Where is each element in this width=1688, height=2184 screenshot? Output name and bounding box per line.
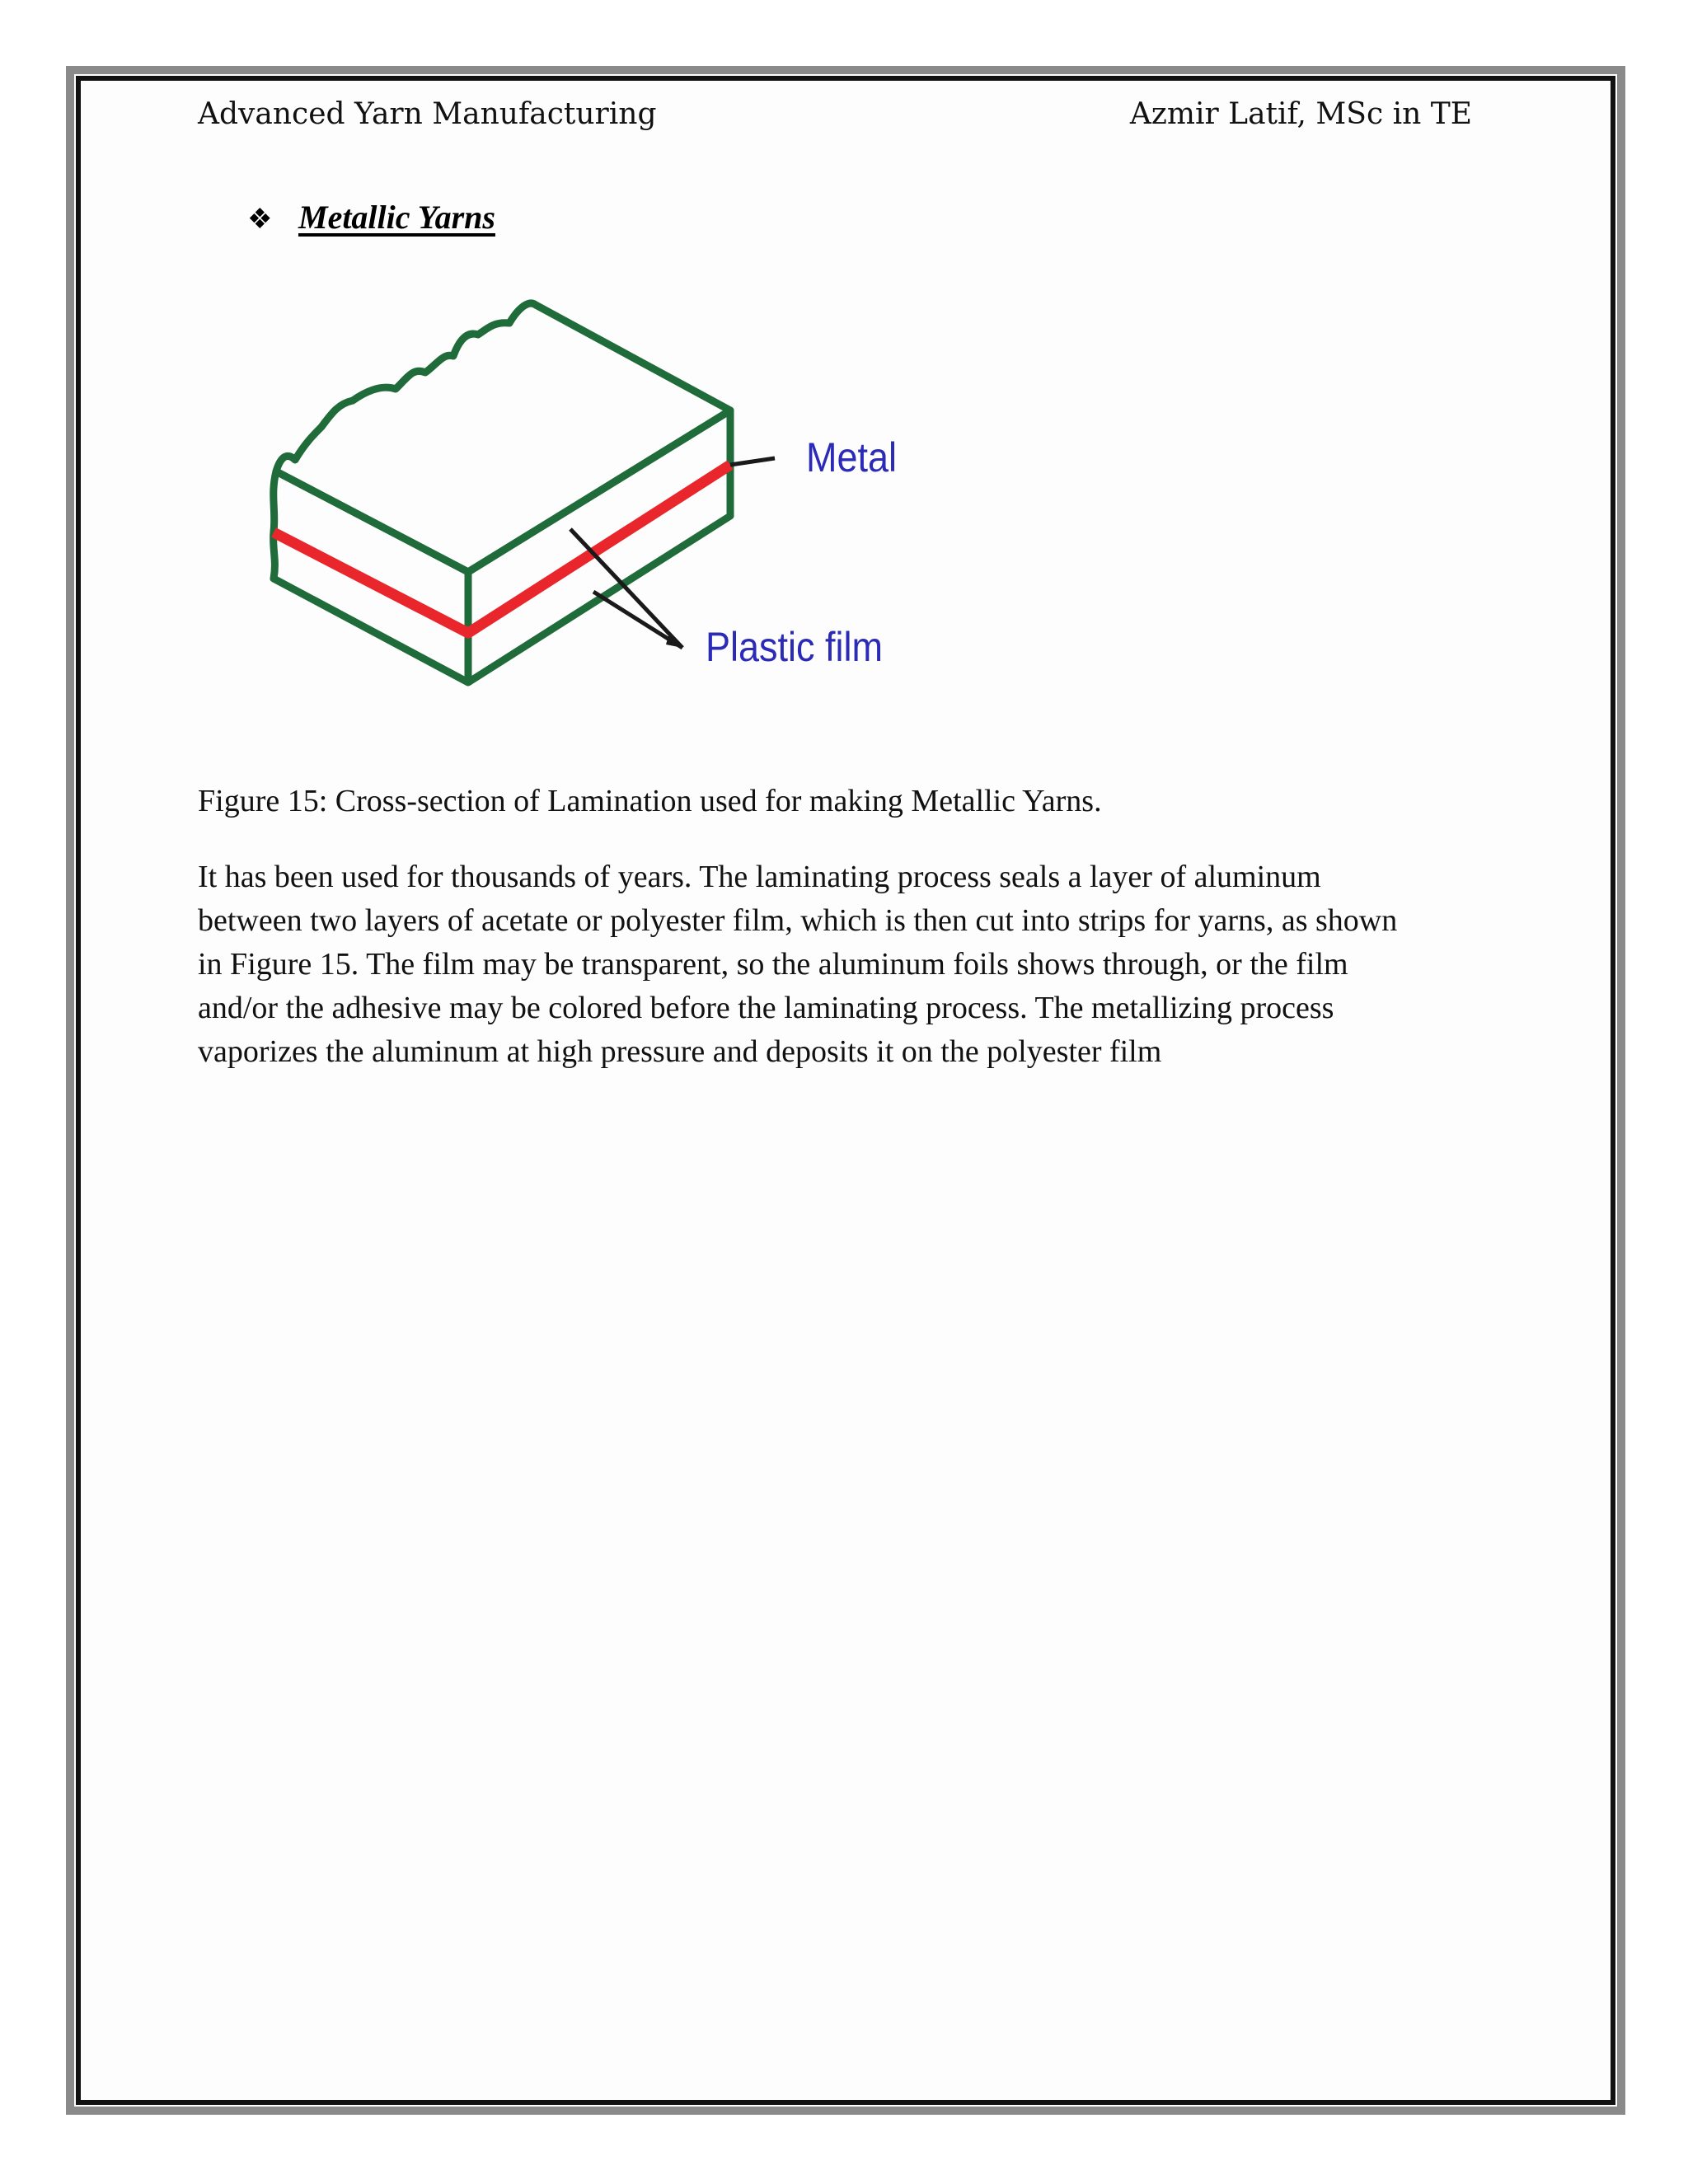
running-header-author: Azmir Latif, MSc in TE (1129, 97, 1472, 131)
lamination-figure (198, 288, 923, 717)
metal-leader-line (730, 458, 775, 465)
figure-caption: Figure 15: Cross-section of Lamination used for making Metallic Yarns. (198, 784, 1102, 818)
running-header-title: Advanced Yarn Manufacturing (198, 97, 657, 131)
section-heading (247, 198, 495, 237)
body-paragraph (198, 855, 1500, 1074)
section-title: Metallic Yarns (298, 199, 495, 236)
laminate-top-face (276, 303, 730, 572)
plastic-leader-line-upper (570, 529, 682, 648)
paragraph-line: It has been used for thousands of years. The laminating process seals a layer of aluminum (198, 860, 1321, 894)
paragraph-line: between two layers of acetate or polyester film, which is then cut into strips for yarns, as shown (198, 903, 1398, 938)
plastic-film-label: Plastic film (706, 624, 883, 671)
paragraph-line: in Figure 15. The film may be transparent, so the aluminum foils shows through, or the film (198, 947, 1348, 982)
metal-label: Metal (806, 434, 898, 481)
paragraph-line: vaporizes the aluminum at high pressure and deposits it on the polyester film (198, 1034, 1162, 1069)
diamond-bullet-icon: ❖ (247, 204, 273, 235)
paragraph-line: and/or the adhesive may be colored before the laminating process. The metallizing process (198, 991, 1334, 1025)
